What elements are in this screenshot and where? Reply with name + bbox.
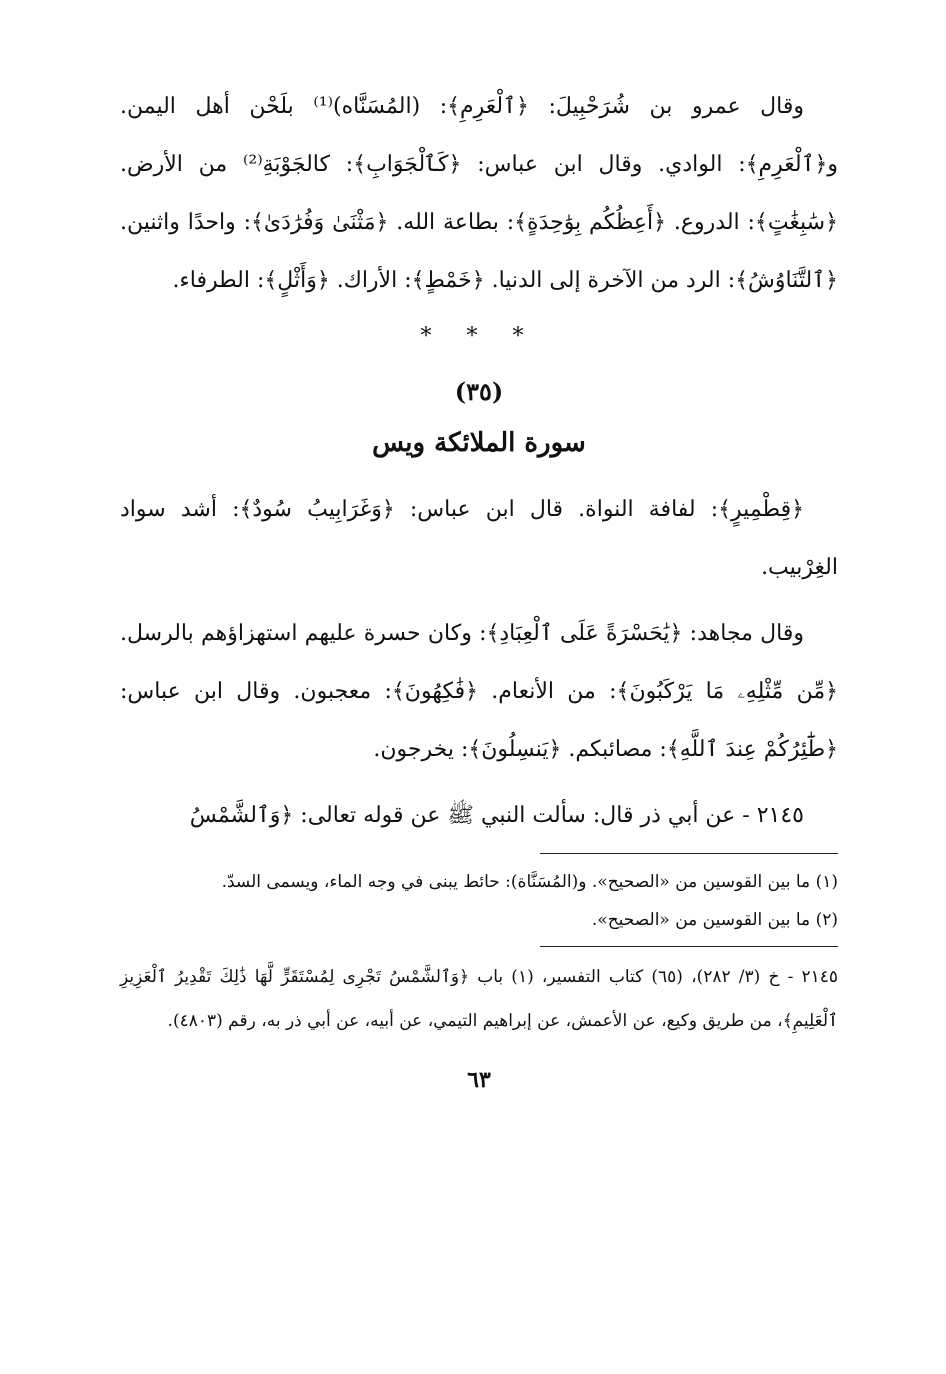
footnote-divider [540, 853, 838, 854]
surah-number: (٣٥) [454, 377, 504, 406]
paragraph-hadith-2145: ٢١٤٥ - عن أبي ذر قال: سألت النبي ﷺ عن قوله تعالى: ﴿وَٱلشَّمْسُ [189, 803, 804, 828]
page-content [120, 78, 838, 1093]
footnote-1: (١) ما بين القوسين من «الصحيح». و(المُسَنَّاة): حائط يبنى في وجه الماء، ويسمى السدّ. [221, 872, 838, 892]
surah-title: سورة الملائكة ويس [372, 428, 586, 458]
footnote-2: (٢) ما بين القوسين من «الصحيح». [591, 910, 838, 930]
paragraph-mujahid: وقال مجاهد: ﴿يَٰحَسْرَةً عَلَى ٱلْعِبَادِ﴾: وكان حسرة عليهم استهزاؤهم بالرسل. ﴿مِّن مِّثْلِهِۦ مَا يَرْكَبُونَ﴾: من الأنعام. ﴿فَٰكِهُونَ﴾: معجبون. وقال ابن عباس: ﴿طَٰٓئِرُكُمْ عِندَ ٱللَّهِ﴾: مصائبكم. ﴿يَنسِلُونَ﴾: يخرجون. [120, 621, 838, 762]
paragraph-qitmir: ﴿قِطْمِيرٍ﴾: لفافة النواة. قال ابن عباس: ﴿وَغَرَابِيبُ سُودٌ﴾: أشد سواد الغِرْبيب. [120, 497, 838, 580]
page-number: ٦٣ [467, 1067, 491, 1093]
takhrij-divider [540, 946, 838, 947]
paragraph-tafsir-saba: وقال عمرو بن شُرَحْبِيلَ: ﴿ٱلْعَرِمِ﴾: (المُسَنَّاه)⁽¹⁾ بلَحْن أهل اليمن. و﴿ٱلْعَرِمِ﴾: الوادي. وقال ابن عباس: ﴿كَٱلْجَوَابِ﴾: كالجَوْبَةِ⁽²⁾ من الأرض. ﴿سَٰبِغَٰتٍ﴾: الدروع. ﴿أَعِظُكُم بِوَٰحِدَةٍ﴾: بطاعة الله. ﴿مَثْنَىٰ وَفُرَٰدَىٰ﴾: واحدًا واثنين. ﴿ٱلتَّنَاوُشُ﴾: الرد من الآخرة إلى الدنيا. ﴿خَمْطٍ﴾: الأراك. ﴿وَأَثْلٍ﴾: الطرفاء. [120, 94, 838, 293]
takhrij-2145: ٢١٤٥ - خ (٣/ ٢٨٢)، (٦٥) كتاب التفسير، (١) باب ﴿وَٱلشَّمْسُ تَجْرِى لِمُسْتَقَرٍّ لَّهَا ذَٰلِكَ تَقْدِيرُ ٱلْعَزِيزِ ٱلْعَلِيمِ﴾، من طريق وكيع، عن الأعمش، عن إبراهيم التيمي، عن أبيه، عن أبي ذر به، رقم (٤٨٠٣). [120, 967, 839, 1031]
section-separator: * * * [420, 324, 538, 349]
